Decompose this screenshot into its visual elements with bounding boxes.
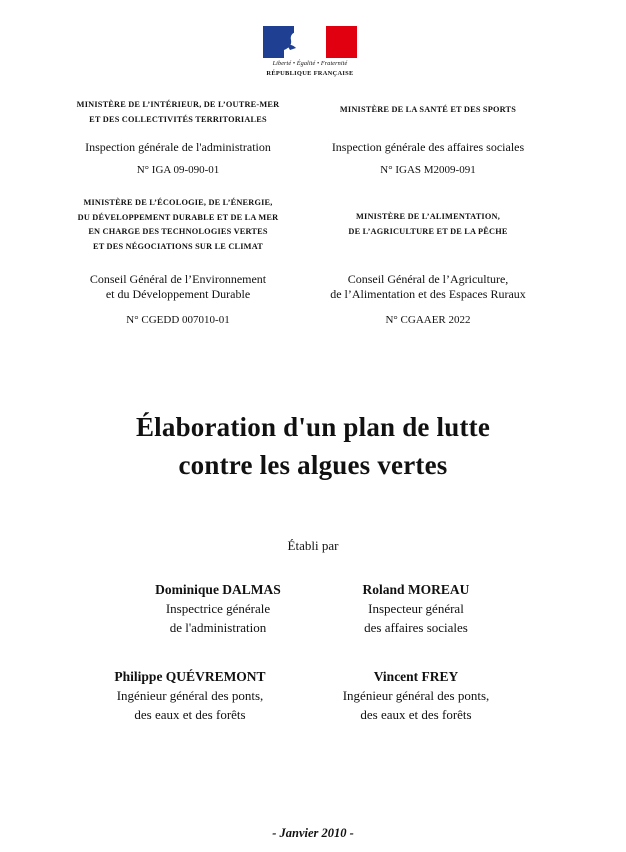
ref-igas: N° IGAS M2009-091 — [380, 164, 476, 176]
service-igas: Inspection générale des affaires sociales — [331, 140, 525, 154]
established-by-label: Établi par — [287, 538, 339, 553]
report-title: Élaboration d'un plan de lutte contre les algues vertes — [135, 412, 491, 480]
report-date: - Janvier 2010 - — [272, 826, 354, 840]
author-frey: Vincent FREY Ingénieur général des ponts, des eaux et des forêts — [342, 669, 490, 722]
ministry-interior: MINISTÈRE DE L’INTÉRIEUR, DE L’OUTRE-MER ET DES COLLECTIVITÉS TERRITORIALES — [76, 100, 280, 124]
republique-francaise-logo — [263, 26, 357, 82]
service-cgedd: Conseil Général de l’Environnement et du Développement Durable — [89, 272, 267, 301]
republic-name: RÉPUBLIQUE FRANÇAISE — [266, 70, 354, 77]
ministry-ecology: MINISTÈRE DE L’ÉCOLOGIE, DE L’ÉNERGIE, DU DÉVELOPPEMENT DURABLE ET DE LA MER EN CHARGE DES TECHNOLOGIES VERTES ET DES NÉGOCIATIONS SUR LE CLIMAT — [77, 198, 279, 251]
ministry-health: MINISTÈRE DE LA SANTÉ ET DES SPORTS — [339, 105, 517, 114]
ref-iga: N° IGA 09-090-01 — [136, 164, 220, 176]
republic-motto: Liberté • Égalité • Fraternité — [272, 60, 348, 67]
ref-cgedd: N° CGEDD 007010-01 — [126, 314, 230, 326]
author-moreau: Roland MOREAU Inspecteur général des affaires sociales — [362, 582, 470, 635]
author-dalmas: Dominique DALMAS Inspectrice générale de l'administration — [155, 582, 281, 635]
service-iga: Inspection générale de l'administration — [85, 140, 271, 154]
marianne-flag-icon — [263, 26, 357, 58]
service-cgaaer: Conseil Général de l’Agriculture, de l’Alimentation et des Espaces Ruraux — [330, 272, 526, 301]
ministry-agriculture: MINISTÈRE DE L’ALIMENTATION, DE L’AGRICULTURE ET DE LA PÊCHE — [348, 212, 508, 236]
author-quevremont: Philippe QUÉVREMONT Ingénieur général des ponts, des eaux et des forêts — [114, 669, 266, 722]
ref-cgaaer: N° CGAAER 2022 — [385, 314, 471, 326]
